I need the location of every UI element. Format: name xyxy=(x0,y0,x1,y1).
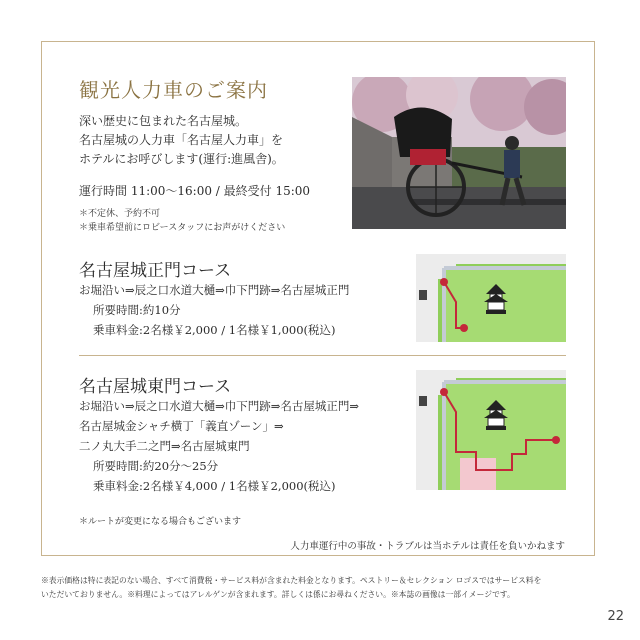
intro-line: 深い歴史に包まれた名古屋城。 xyxy=(79,114,248,128)
course2-fare: 乗車料金:2名様￥4,000 / 1名様￥2,000(税込) xyxy=(93,479,336,493)
intro-line: ホテルにお呼びします(運行:進風舎)。 xyxy=(79,152,284,166)
course1-time: 所要時間:約10分 xyxy=(93,303,181,317)
course2-route-line: 名古屋城金シャチ横丁「義直ゾーン」⇒ xyxy=(79,419,284,433)
intro-text xyxy=(79,112,284,169)
note-closed: ＊不定休、予約不可 xyxy=(79,209,161,219)
route-change-note: ＊ルートが変更になる場合もございます xyxy=(79,517,242,527)
note-lobby: ＊乗車希望前にロビースタッフにお声がけください xyxy=(79,223,286,233)
section-divider xyxy=(79,355,566,356)
page-number: 22 xyxy=(607,609,624,624)
page-title: 観光人力車のご案内 xyxy=(79,78,268,102)
footer-line: いただいておりません。※料理によってはアレルゲンが含まれます。詳しくは係にお尋ねください。※本誌の画像は一部イメージです。 xyxy=(41,590,515,599)
footer-notes xyxy=(41,574,601,602)
course2-title: 名古屋城東門コース xyxy=(79,377,232,397)
course2-time: 所要時間:約20分〜25分 xyxy=(93,459,219,473)
intro-line: 名古屋城の人力車「名古屋人力車」を xyxy=(79,133,284,147)
course2-route-line: お堀沿い⇒辰之口水道大樋⇒巾下門跡⇒名古屋城正門⇒ xyxy=(79,399,360,413)
liability-disclaimer: 人力車運行中の事故・トラブルは当ホテルは責任を負いかねます xyxy=(290,541,565,552)
course1-route: お堀沿い⇒辰之口水道大樋⇒巾下門跡⇒名古屋城正門 xyxy=(79,283,350,297)
rickshaw-photo xyxy=(352,77,566,229)
course2-map xyxy=(416,370,566,490)
operating-hours: 運行時間 11:00〜16:00 / 最終受付 15:00 xyxy=(79,184,311,198)
course1-title: 名古屋城正門コース xyxy=(79,261,232,281)
course1-map xyxy=(416,254,566,342)
footer-line: ※表示価格は特に表記のない場合、すべて消費税・サービス料が含まれた料金となります。ペストリー＆セレクション ロゴスではサービス料を xyxy=(41,576,542,585)
course2-route-line: 二ノ丸大手二之門⇒名古屋城東門 xyxy=(79,439,250,453)
course1-fare: 乗車料金:2名様￥2,000 / 1名様￥1,000(税込) xyxy=(93,323,336,337)
